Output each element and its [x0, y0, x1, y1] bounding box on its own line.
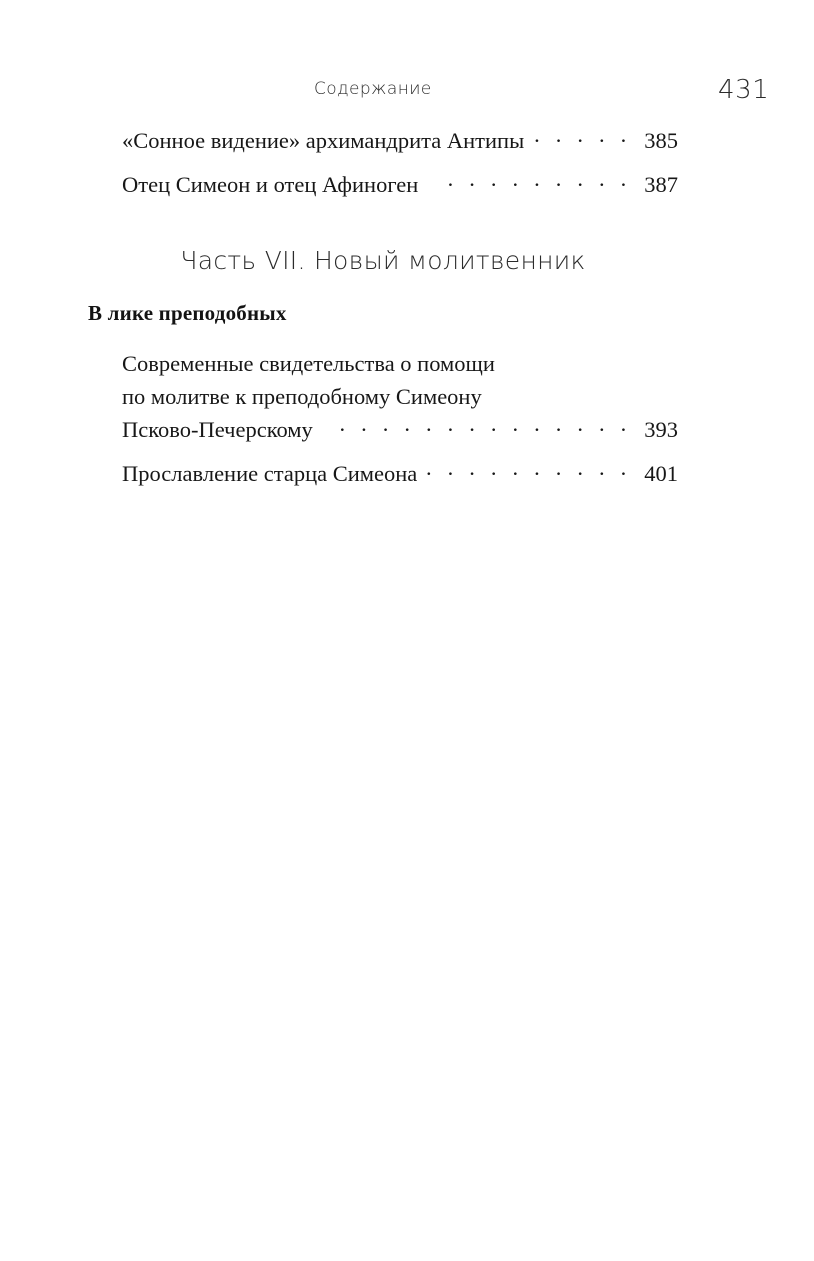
toc-entry-tail: [122, 413, 678, 446]
toc-entry[interactable]: [122, 168, 678, 201]
toc-entry-page: 401: [644, 461, 678, 486]
toc-entry-title-line: по молитве к преподобному Симеону: [122, 384, 482, 409]
toc-entry-title: «Сонное видение» архимандрита Антипы: [122, 128, 525, 153]
toc-entry-tail: [122, 457, 678, 490]
toc-entry-title: Отец Симеон и отец Афиноген: [122, 172, 419, 197]
leader-dots: [526, 126, 642, 149]
toc-entry-tail: [122, 168, 678, 201]
page-number-folio: 431: [718, 75, 770, 105]
leader-dots: [419, 459, 642, 482]
toc-entry-page: 387: [644, 172, 678, 197]
toc-entry-title: Прославление старца Симеона: [122, 461, 418, 486]
toc-entry-page: 385: [644, 128, 678, 153]
toc-entry[interactable]: [122, 347, 678, 446]
leader-dots: [339, 415, 642, 438]
section-heading: В лике преподобных: [88, 301, 287, 325]
part-title: Часть VII. Новый молитвенник: [180, 246, 586, 275]
toc-entry-page: 393: [644, 417, 678, 442]
toc-entry-title-line: Псково-Печерскому: [122, 417, 313, 442]
toc-top-entries: [88, 124, 678, 201]
toc-entry-title-line: Современные свидетельства о помощи: [122, 351, 495, 376]
table-of-contents: [88, 124, 678, 490]
toc-entry-tail: [122, 124, 678, 157]
running-head-title: Содержание: [314, 79, 432, 99]
toc-entry[interactable]: [122, 457, 678, 490]
running-head: [88, 79, 676, 111]
toc-entry[interactable]: [122, 124, 678, 157]
leader-dots: [444, 170, 642, 193]
toc-section-entries: [88, 347, 678, 490]
